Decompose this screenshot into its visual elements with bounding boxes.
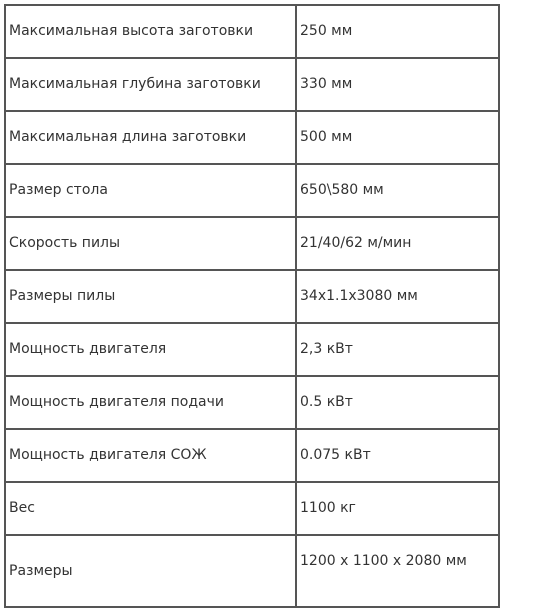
table-row xyxy=(5,270,499,323)
spec-value: 250 мм xyxy=(296,5,499,58)
table-row xyxy=(5,429,499,482)
spec-value: 2,3 кВт xyxy=(296,323,499,376)
table-row xyxy=(5,376,499,429)
spec-label: Мощность двигателя подачи xyxy=(5,376,296,429)
table-row xyxy=(5,164,499,217)
spec-label: Мощность двигателя СОЖ xyxy=(5,429,296,482)
spec-value: 0.075 кВт xyxy=(296,429,499,482)
spec-value: 330 мм xyxy=(296,58,499,111)
spec-value: 1100 кг xyxy=(296,482,499,535)
table-row xyxy=(5,482,499,535)
spec-label: Вес xyxy=(5,482,296,535)
table-row xyxy=(5,5,499,58)
table-row xyxy=(5,111,499,164)
spec-label: Скорость пилы xyxy=(5,217,296,270)
spec-label: Размеры xyxy=(5,535,296,607)
table-row xyxy=(5,323,499,376)
spec-value: 500 мм xyxy=(296,111,499,164)
spec-value: 34x1.1x3080 мм xyxy=(296,270,499,323)
spec-label: Максимальная длина заготовки xyxy=(5,111,296,164)
spec-value: 1200 x 1100 x 2080 мм xyxy=(296,535,499,607)
spec-value: 650\580 мм xyxy=(296,164,499,217)
table-row xyxy=(5,58,499,111)
table-row xyxy=(5,535,499,607)
spec-label: Размер стола xyxy=(5,164,296,217)
spec-label: Размеры пилы xyxy=(5,270,296,323)
spec-label: Мощность двигателя xyxy=(5,323,296,376)
spec-label: Максимальная глубина заготовки xyxy=(5,58,296,111)
specs-table xyxy=(4,4,500,608)
spec-value: 21/40/62 м/мин xyxy=(296,217,499,270)
spec-label: Максимальная высота заготовки xyxy=(5,5,296,58)
table-row xyxy=(5,217,499,270)
spec-value: 0.5 кВт xyxy=(296,376,499,429)
